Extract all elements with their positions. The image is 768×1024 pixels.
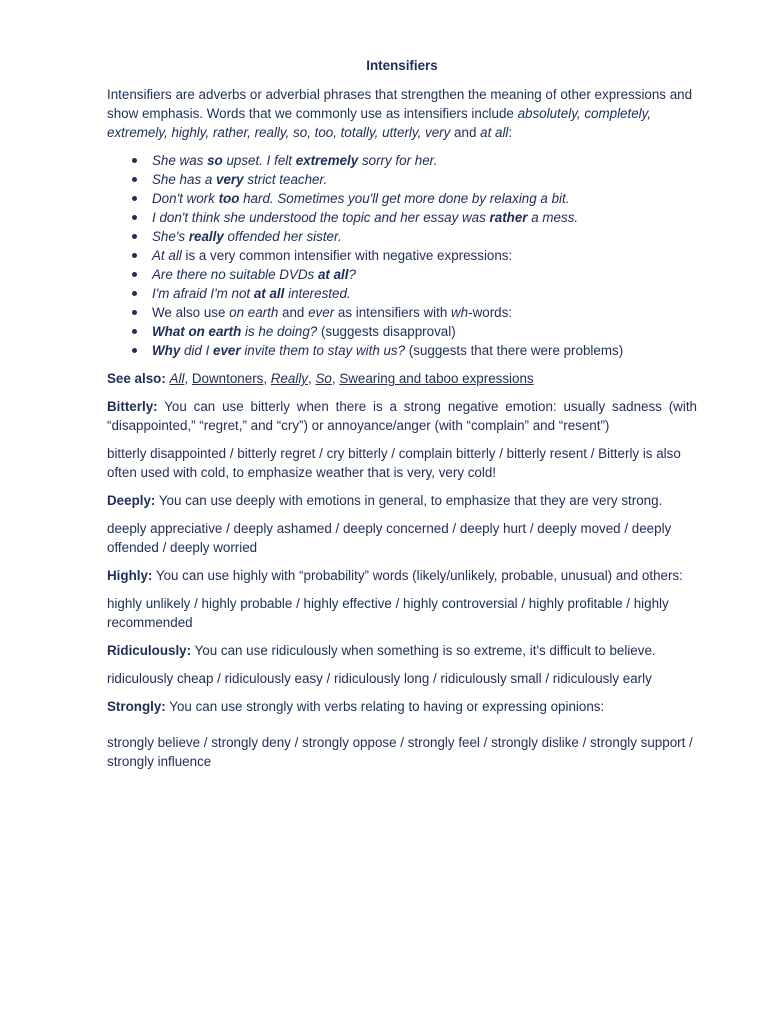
example-text: sorry for her. xyxy=(358,153,438,168)
example-text: did I xyxy=(180,343,214,358)
entry-description: You can use ridiculously when something is so extreme, it's difficult to believe. xyxy=(191,643,656,658)
list-item xyxy=(152,341,697,360)
list-item xyxy=(152,189,697,208)
example-text: Are there no suitable DVDs xyxy=(152,267,318,282)
list-item xyxy=(152,265,697,284)
example-text: a mess. xyxy=(527,210,579,225)
example-text: is he doing? xyxy=(241,324,318,339)
entry-term: Bitterly: xyxy=(107,399,158,414)
example-text: ? xyxy=(348,267,356,282)
entry-ridiculously xyxy=(107,641,697,660)
example-intensifier: so xyxy=(207,153,223,168)
example-text: strict teacher. xyxy=(243,172,328,187)
example-intensifier: at all xyxy=(317,267,349,282)
example-note: is a very common intensifier with negative expressions: xyxy=(181,248,513,263)
entry-description: You can use deeply with emotions in general, to emphasize that they are very strong. xyxy=(155,493,663,508)
example-intensifier: ever xyxy=(213,343,241,358)
example-note: We also use xyxy=(152,305,230,320)
link-separator: , xyxy=(331,371,340,386)
entry-term: Ridiculously: xyxy=(107,643,192,658)
link-downtoners[interactable]: Downtoners xyxy=(191,371,264,386)
example-intensifier: really xyxy=(188,229,224,244)
entry-ridiculously-examples: ridiculously cheap / ridiculously easy / ridiculously long / ridiculously small / ridiculously early xyxy=(107,671,652,686)
example-note: as intensifiers with xyxy=(334,305,452,320)
page-title: Intensifiers xyxy=(366,58,438,73)
entry-highly xyxy=(107,566,697,585)
intro-text: : xyxy=(508,125,513,140)
example-note: and xyxy=(278,305,309,320)
entry-deeply xyxy=(107,491,697,510)
link-so[interactable]: So xyxy=(315,371,332,386)
example-text: hard. Sometimes you'll get more done by relaxing a bit. xyxy=(239,191,570,206)
example-text: She has a xyxy=(152,172,217,187)
list-item xyxy=(152,284,697,303)
document-page xyxy=(107,56,697,780)
example-text: I'm afraid I'm not xyxy=(152,286,254,301)
entry-term: Deeply: xyxy=(107,493,156,508)
example-note: (suggests that there were problems) xyxy=(405,343,624,358)
link-separator: , xyxy=(263,371,271,386)
entry-description: You can use bitterly when there is a strong negative emotion: usually sadness (with “disappointed,” “regret,” and “cry”) or annoyance/anger (with “complain” and “resent”) xyxy=(107,399,697,433)
example-note: (suggests disapproval) xyxy=(317,324,456,339)
example-intensifier: at all xyxy=(253,286,285,301)
example-text: offended her sister. xyxy=(223,229,342,244)
example-text: on earth xyxy=(229,305,279,320)
entry-highly-examples: highly unlikely / highly probable / highly effective / highly controversial / highly profitable / highly recommended xyxy=(107,596,669,630)
intro-at-all: at all xyxy=(480,125,509,140)
example-text: upset. I felt xyxy=(222,153,296,168)
entry-bitterly xyxy=(107,397,697,435)
list-item xyxy=(152,170,697,189)
list-item xyxy=(152,227,697,246)
list-item xyxy=(152,208,697,227)
entry-strongly xyxy=(107,697,697,716)
link-all[interactable]: All xyxy=(169,371,185,386)
example-text: I don't think she understood the topic and her essay was xyxy=(152,210,490,225)
entry-deeply-examples: deeply appreciative / deeply ashamed / deeply concerned / deeply hurt / deeply moved / deeply offended / deeply worried xyxy=(107,521,672,555)
example-note: -words: xyxy=(468,305,513,320)
example-intensifier: very xyxy=(216,172,244,187)
example-text: invite them to stay with us? xyxy=(240,343,406,358)
entry-description: You can use highly with “probability” words (likely/unlikely, probable, unusual) and others: xyxy=(152,568,683,583)
example-text: She was xyxy=(152,153,208,168)
intro-text: and xyxy=(450,125,481,140)
example-text: ever xyxy=(308,305,335,320)
example-text: wh xyxy=(451,305,469,320)
list-item xyxy=(152,303,697,322)
entry-term: Highly: xyxy=(107,568,153,583)
link-separator: , xyxy=(308,371,316,386)
entry-bitterly-examples: bitterly disappointed / bitterly regret / cry bitterly / complain bitterly / bitterly resent / Bitterly is also often used with cold, to emphasize weather that is very, very cold! xyxy=(107,446,681,480)
example-text: At all xyxy=(152,248,182,263)
see-also xyxy=(107,369,697,388)
example-text: Don't work xyxy=(152,191,219,206)
intro-intensifier-list: absolutely, completely, extremely, highly, rather, really, so, too, totally, utterly, very xyxy=(107,106,652,140)
example-text: interested. xyxy=(284,286,351,301)
examples-list xyxy=(107,151,697,360)
link-really[interactable]: Really xyxy=(270,371,309,386)
see-also-label: See also: xyxy=(107,371,166,386)
example-intensifier: rather xyxy=(489,210,528,225)
list-item xyxy=(152,151,697,170)
example-intensifier: What on earth xyxy=(152,324,242,339)
example-intensifier: extremely xyxy=(295,153,359,168)
example-text: She's xyxy=(152,229,189,244)
example-intensifier: too xyxy=(218,191,240,206)
intro-paragraph xyxy=(107,85,697,142)
example-intensifier: Why xyxy=(152,343,181,358)
entry-strongly-examples: strongly believe / strongly deny / strongly oppose / strongly feel / strongly dislike / strongly support / strongly influence xyxy=(107,735,693,769)
link-separator: , xyxy=(184,371,192,386)
entry-term: Strongly: xyxy=(107,699,166,714)
link-swearing-taboo[interactable]: Swearing and taboo expressions xyxy=(339,371,534,386)
intro-text: Intensifiers are adverbs or adverbial phrases that strengthen the meaning of other expressions and show emphasis. Words that we commonly use as intensifiers include xyxy=(107,87,693,121)
entry-description: You can use strongly with verbs relating to having or expressing opinions: xyxy=(165,699,605,714)
list-item xyxy=(152,246,697,265)
list-item xyxy=(152,322,697,341)
